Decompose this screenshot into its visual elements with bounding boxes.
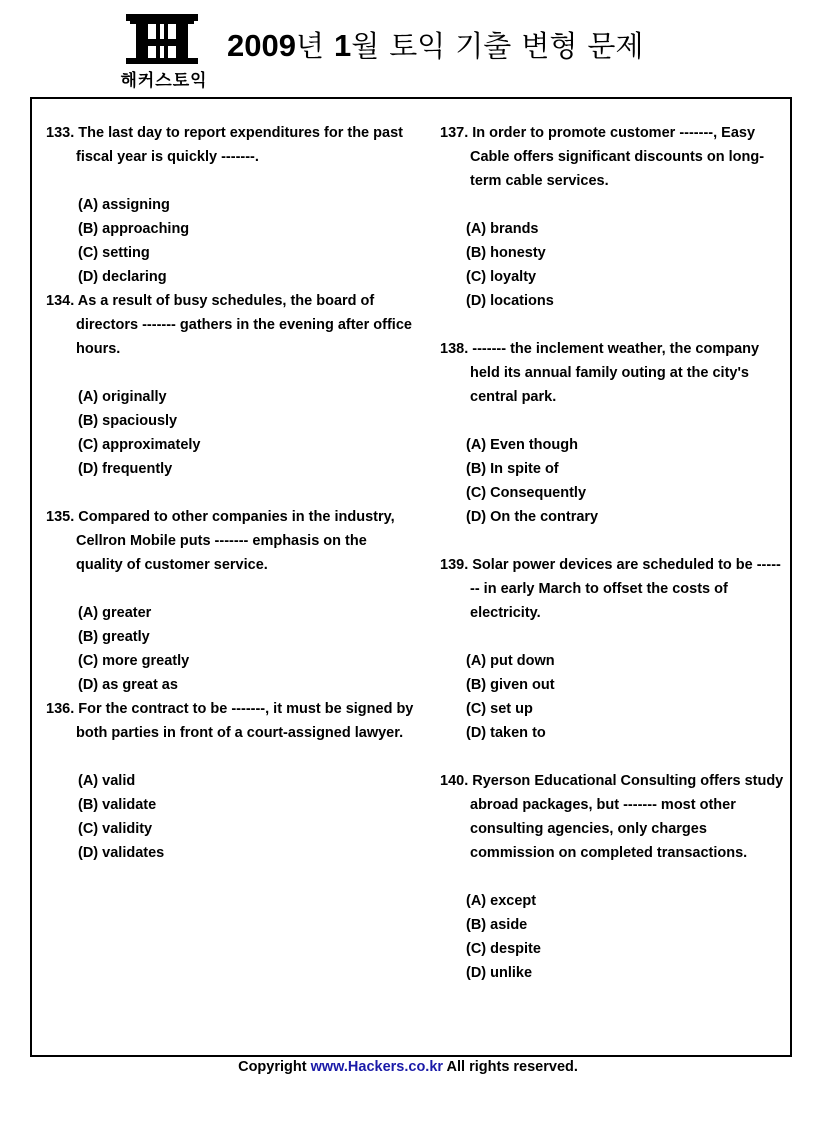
hackers-h-icon bbox=[126, 14, 198, 64]
answer-option[interactable]: (D) On the contrary bbox=[466, 509, 599, 525]
answer-options bbox=[440, 217, 785, 313]
question-text: Solar power devices are scheduled to be ------- in early March to offset the costs of electricity. bbox=[470, 557, 781, 621]
question-frame bbox=[30, 97, 792, 1057]
question-number: 137. bbox=[440, 125, 469, 141]
answer-option[interactable]: (D) taken to bbox=[466, 725, 546, 741]
question-number: 139. bbox=[440, 557, 469, 573]
question bbox=[46, 505, 416, 697]
question-stem bbox=[46, 121, 416, 169]
answer-option[interactable]: (C) more greatly bbox=[78, 653, 190, 669]
answer-options bbox=[440, 433, 785, 529]
question-text: The last day to report expenditures for the past fiscal year is quickly -------. bbox=[76, 125, 403, 165]
answer-option[interactable]: (B) In spite of bbox=[466, 461, 559, 477]
answer-option[interactable]: (B) honesty bbox=[466, 245, 546, 261]
page-header bbox=[0, 0, 816, 96]
answer-option[interactable]: (B) spaciously bbox=[78, 413, 178, 429]
question-number: 133. bbox=[46, 125, 75, 141]
answer-option[interactable]: (C) approximately bbox=[78, 437, 201, 453]
answer-option[interactable]: (C) set up bbox=[466, 701, 533, 717]
answer-option[interactable]: (B) validate bbox=[78, 797, 157, 813]
question-text: Compared to other companies in the industry, Cellron Mobile puts ------- emphasis on the quality of customer service. bbox=[76, 509, 395, 573]
answer-option[interactable]: (C) loyalty bbox=[466, 269, 537, 285]
answer-option[interactable]: (A) assigning bbox=[78, 197, 170, 213]
answer-option[interactable]: (D) unlike bbox=[466, 965, 533, 981]
question-text: Ryerson Educational Consulting offers study abroad packages, but ------- most other consulting agencies, only charges commission on completed transactions. bbox=[470, 773, 784, 861]
answer-option[interactable]: (A) brands bbox=[466, 221, 539, 237]
answer-options bbox=[440, 889, 785, 985]
question-number: 134. bbox=[46, 293, 75, 309]
answer-option[interactable]: (C) Consequently bbox=[466, 485, 587, 501]
title-year: 2009 bbox=[227, 28, 296, 63]
question bbox=[46, 697, 416, 865]
copyright-footer bbox=[0, 1059, 816, 1075]
copyright-prefix: Copyright bbox=[238, 1059, 307, 1075]
answer-options bbox=[46, 601, 416, 697]
question-stem bbox=[440, 553, 785, 625]
question-number: 136. bbox=[46, 701, 75, 717]
right-column bbox=[440, 121, 785, 1009]
question-number: 138. bbox=[440, 341, 469, 357]
answer-option[interactable]: (A) valid bbox=[78, 773, 136, 789]
answer-option[interactable]: (B) aside bbox=[466, 917, 528, 933]
title-month: 1 bbox=[333, 28, 352, 63]
answer-option[interactable]: (A) originally bbox=[78, 389, 167, 405]
question bbox=[440, 121, 785, 313]
answer-option[interactable]: (A) Even though bbox=[466, 437, 578, 453]
hackers-logo bbox=[116, 14, 212, 90]
copyright-suffix: All rights reserved. bbox=[446, 1059, 578, 1075]
question bbox=[440, 769, 785, 985]
answer-option[interactable]: (D) declaring bbox=[78, 269, 167, 285]
question-stem bbox=[46, 697, 416, 745]
answer-options bbox=[46, 769, 416, 865]
answer-option[interactable]: (A) put down bbox=[466, 653, 555, 669]
answer-option[interactable]: (D) validates bbox=[78, 845, 165, 861]
answer-option[interactable]: (D) locations bbox=[466, 293, 554, 309]
title-word: 변형 bbox=[521, 29, 578, 63]
answer-option[interactable]: (B) approaching bbox=[78, 221, 190, 237]
hackers-website-link[interactable]: www.Hackers.co.kr bbox=[310, 1059, 444, 1075]
question-stem bbox=[440, 769, 785, 865]
answer-option[interactable]: (C) setting bbox=[78, 245, 150, 261]
question-stem bbox=[440, 337, 785, 409]
answer-option[interactable]: (B) given out bbox=[466, 677, 555, 693]
question bbox=[440, 553, 785, 745]
title-year-unit: 년 bbox=[295, 29, 324, 63]
answer-option[interactable]: (D) as great as bbox=[78, 677, 178, 693]
logo-text: 해커스토익 bbox=[120, 71, 208, 91]
answer-option[interactable]: (A) greater bbox=[78, 605, 152, 621]
answer-option[interactable]: (A) except bbox=[466, 893, 537, 909]
question-text: As a result of busy schedules, the board of directors ------- gathers in the evening after office hours. bbox=[76, 293, 412, 357]
answer-option[interactable]: (D) frequently bbox=[78, 461, 173, 477]
answer-options bbox=[46, 385, 416, 481]
title-word: 문제 bbox=[587, 29, 644, 63]
answer-option[interactable]: (C) despite bbox=[466, 941, 541, 957]
left-column bbox=[46, 121, 416, 889]
question-text: For the contract to be -------, it must be signed by both parties in front of a court-assigned lawyer. bbox=[76, 701, 414, 741]
answer-option[interactable]: (B) greatly bbox=[78, 629, 150, 645]
question-text: ------- the inclement weather, the company held its annual family outing at the city's central park. bbox=[470, 341, 760, 405]
question-stem bbox=[440, 121, 785, 193]
answer-options bbox=[440, 649, 785, 745]
page-title bbox=[227, 24, 643, 65]
answer-options bbox=[46, 193, 416, 289]
question-text: In order to promote customer -------, Easy Cable offers significant discounts on long-term cable services. bbox=[470, 125, 765, 189]
question bbox=[46, 289, 416, 481]
title-month-unit: 월 bbox=[351, 29, 380, 63]
question bbox=[46, 121, 416, 289]
question bbox=[440, 337, 785, 529]
answer-option[interactable]: (C) validity bbox=[78, 821, 153, 837]
question-number: 135. bbox=[46, 509, 75, 525]
question-stem bbox=[46, 289, 416, 361]
question-number: 140. bbox=[440, 773, 469, 789]
title-word: 토익 bbox=[389, 29, 446, 63]
question-stem bbox=[46, 505, 416, 577]
title-word: 기출 bbox=[455, 29, 512, 63]
